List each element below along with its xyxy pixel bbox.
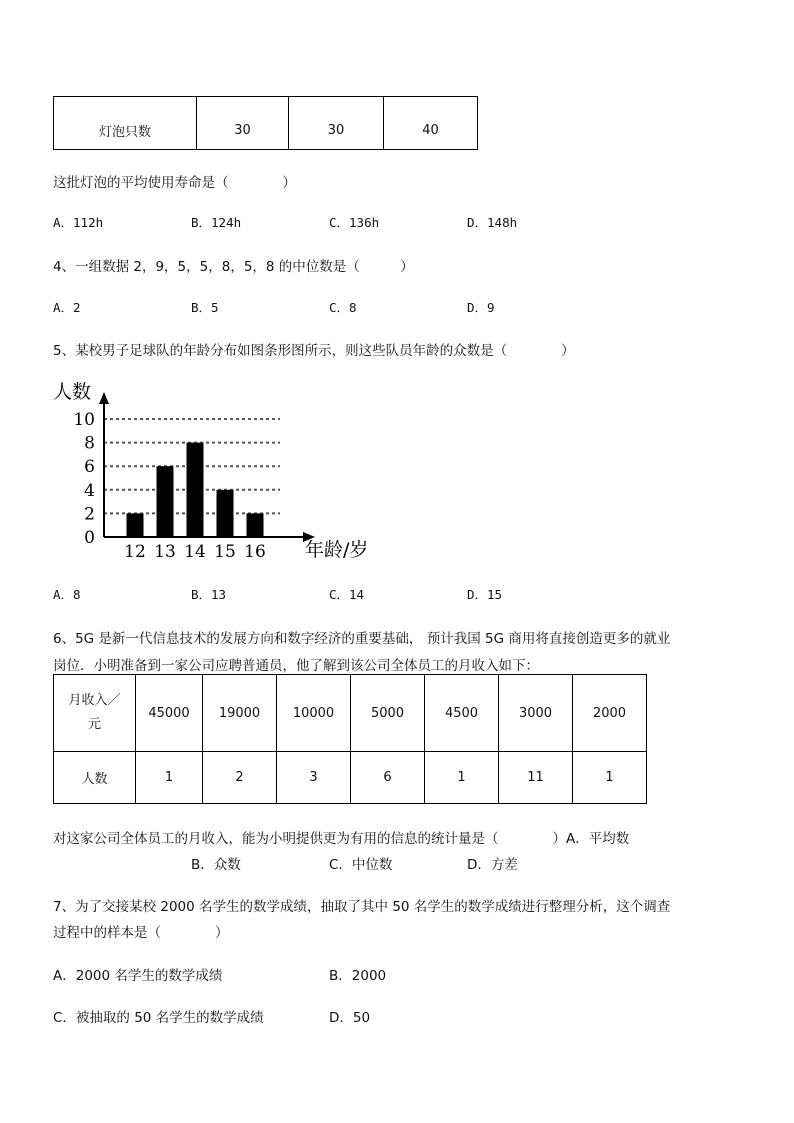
q7-stem-line2: 过程中的样本是（ ） — [53, 925, 229, 941]
bar-16 — [247, 513, 264, 537]
q6-option-c: C．中位数 — [329, 857, 393, 873]
y-tick-label: 2 — [84, 504, 95, 525]
chart-xlabel: 年龄/岁 — [305, 539, 369, 561]
q4-option-c: C．8 — [329, 300, 357, 315]
q3-option-d: D．148h — [467, 215, 518, 230]
q5-option-c: C．14 — [329, 587, 365, 602]
income-cell: 2000 — [573, 675, 647, 752]
y-tick-label: 0 — [84, 528, 95, 548]
income-table — [53, 674, 647, 804]
q7-option-c: C．被抽取的 50 名学生的数学成绩 — [53, 1010, 264, 1026]
x-tick-label: 15 — [214, 542, 236, 562]
q4-option-b: B．5 — [191, 300, 219, 315]
bar-13 — [157, 466, 174, 537]
table-row-label: 灯泡只数 — [54, 97, 197, 150]
q4-stem: 4、一组数据 2，9，5，5，8，5，8 的中位数是（ ） — [53, 259, 414, 275]
income-header-line1: 月收入／ — [68, 693, 121, 708]
q4-option-d: D．9 — [467, 300, 495, 315]
q6-stem-line2: 岗位．小明准备到一家公司应聘普通员，他了解到该公司全体员工的月收入如下： — [53, 658, 539, 674]
q5-option-a: A．8 — [53, 587, 81, 602]
q3-option-b: B．124h — [191, 215, 242, 230]
q7-option-b: B．2000 — [329, 968, 387, 984]
x-tick-label: 14 — [184, 542, 206, 562]
y-tick-label: 8 — [84, 433, 95, 454]
income-cell: 19000 — [203, 675, 277, 752]
q3-option-c: C．136h — [329, 215, 380, 230]
income-cell: 45000 — [136, 675, 203, 752]
table-cell: 40 — [384, 97, 478, 150]
count-cell: 1 — [425, 752, 499, 804]
q7-option-a: A．2000 名学生的数学成绩 — [53, 968, 223, 984]
table-cell: 30 — [289, 97, 384, 150]
y-axis-arrow — [99, 392, 109, 404]
x-tick-label: 13 — [154, 542, 176, 562]
q6-option-b: B．众数 — [191, 857, 241, 873]
table-cell: 30 — [197, 97, 289, 150]
count-header: 人数 — [54, 752, 136, 804]
count-cell: 2 — [203, 752, 277, 804]
q5-stem: 5、某校男子足球队的年龄分布如图条形图所示，则这些队员年龄的众数是（ ） — [53, 343, 575, 359]
q5-option-d: D．15 — [467, 587, 503, 602]
count-cell: 11 — [499, 752, 573, 804]
q5-option-b: B．13 — [191, 587, 227, 602]
q3-option-a: A．112h — [53, 215, 104, 230]
count-cell: 6 — [351, 752, 425, 804]
age-bar-chart — [45, 372, 385, 567]
q7-option-d: D．50 — [329, 1010, 371, 1026]
y-tick-label: 10 — [73, 410, 95, 430]
q4-option-a: A．2 — [53, 300, 81, 315]
x-tick-label: 12 — [124, 542, 146, 562]
income-cell: 5000 — [351, 675, 425, 752]
count-cell: 3 — [277, 752, 351, 804]
q6-option-d: D．方差 — [467, 857, 518, 873]
q3-stem: 这批灯泡的平均使用寿命是（ ） — [53, 175, 296, 191]
chart-ylabel: 人数 — [53, 381, 92, 403]
y-tick-label: 6 — [84, 457, 95, 478]
count-cell: 1 — [136, 752, 203, 804]
bar-14 — [187, 443, 204, 537]
y-tick-label: 4 — [84, 480, 95, 501]
lightbulb-table — [53, 96, 478, 150]
x-tick-label: 16 — [244, 542, 266, 562]
bar-12 — [127, 513, 144, 537]
bar-15 — [217, 490, 234, 537]
income-header-line2: 元 — [87, 717, 101, 732]
count-cell: 1 — [573, 752, 647, 804]
income-cell: 4500 — [425, 675, 499, 752]
income-cell: 3000 — [499, 675, 573, 752]
q7-stem-line1: 7、为了交接某校 2000 名学生的数学成绩，抽取了其中 50 名学生的数学成绩进行整理分析，这个调查 — [53, 899, 671, 915]
q6-stem-line1: 6、5G 是新一代信息技术的发展方向和数字经济的重要基础， 预计我国 5G 商用将直接创造更多的就业 — [53, 631, 671, 647]
income-header — [54, 675, 136, 752]
q6-question: 对这家公司全体员工的月收入，能为小明提供更为有用的信息的统计量是（ ）A．平均数 — [53, 831, 630, 847]
income-cell: 10000 — [277, 675, 351, 752]
